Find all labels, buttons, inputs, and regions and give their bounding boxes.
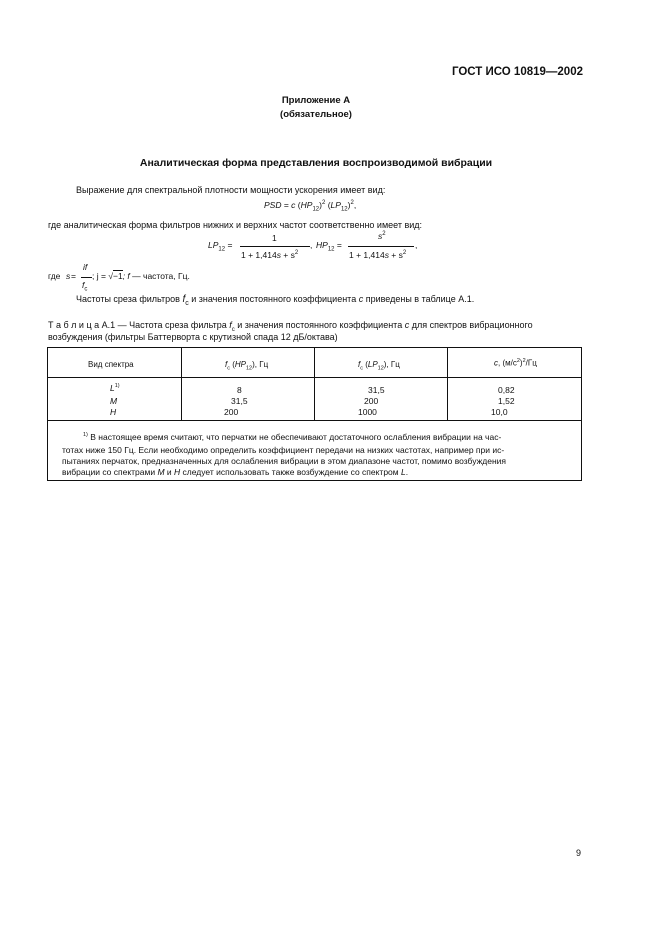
col-divider-3 (447, 348, 448, 420)
filter-separator: , (310, 240, 313, 250)
row-h-c: 10,0 (491, 407, 508, 417)
col-divider-1 (181, 348, 182, 420)
filter-end-comma: , (415, 240, 418, 250)
spectrum-table (47, 347, 582, 481)
lp-denominator: $1 + 1,414s + s^2$ (241, 250, 299, 260)
cutoff-paragraph: Частоты среза фильтров $f_c$ и значения постоянного коэффициента c приведены в таблице А.1. (76, 294, 475, 307)
row-h-lp: 1000 (358, 407, 377, 417)
where-s: s (66, 271, 71, 281)
row-m-c: 1,52 (498, 396, 515, 406)
row-h-spectrum: H (110, 407, 117, 417)
intro-paragraph: Выражение для спектральной плотности мощности ускорения имеет вид: (76, 185, 386, 195)
psd-lhs: PSD (264, 200, 282, 210)
filters-intro-paragraph: где аналитическая форма фильтров нижних и верхних частот соответственно имеет вид: (48, 220, 423, 230)
psd-lp-sub: 12 (340, 206, 348, 213)
hp-denominator: $1 + 1,414s + s^2$ (349, 250, 407, 260)
row-m-spectrum: M (110, 396, 118, 406)
hp-numerator: $s^2$ (378, 231, 386, 241)
row-l-c: 0,82 (498, 385, 515, 395)
header-lp: $f_c$ $(LP_{12})$, Гц (358, 360, 400, 372)
section-heading: Аналитическая форма представления воспроизводимой вибрации (139, 157, 493, 169)
header-coefficient: c, $(м/с^2)^2/Гц$ (494, 358, 537, 368)
psd-hp-sup: 2 (321, 200, 326, 207)
where-den: $f_c$ (82, 280, 88, 293)
row-l-hp: 8 (237, 385, 242, 395)
row-m-hp: 31,5 (231, 396, 248, 406)
lp-numerator: 1 (272, 233, 277, 243)
lp-fraction-bar (240, 246, 310, 247)
standard-number: ГОСТ ИСО 10819—2002 (451, 66, 583, 78)
hp-fraction-bar (348, 246, 414, 247)
psd-hp: HP (300, 200, 313, 210)
footnote-line-2: тотах ниже 150 Гц. Если необходимо определить коэффициент передачи на низких частотах, например при ис- (62, 445, 505, 455)
where-eq: = (71, 271, 76, 281)
psd-c: c (291, 200, 296, 210)
psd-hp-sub: 12 (312, 206, 320, 213)
table-caption: Т а б л и ц а А.1 — Частота среза фильтра $f_c$ и значения постоянного коэффициента c для спектров вибрационного (48, 320, 533, 333)
header-spectrum: Вид спектра (88, 360, 134, 369)
footnote-divider (48, 420, 581, 421)
header-hp: $f_c$ $(HP_{12})$, Гц (225, 360, 269, 372)
hp-label: $HP_{12}$ = (316, 240, 342, 253)
row-l-spectrum: $L^{1)}$ (110, 383, 120, 393)
where-j: ; j = √−1; f — частота, Гц. (92, 271, 190, 281)
psd-eq: = (281, 200, 292, 210)
psd-formula: PSD = c $(HP_{12})^2$ $(LP_{12})^2$, (264, 200, 357, 213)
row-h-hp: 200 (224, 407, 239, 417)
footnote-line-4: вибрации со спектрами M и H следует использовать также возбуждение со спектром L. (62, 467, 409, 477)
page-number: 9 (576, 848, 582, 858)
row-m-lp: 200 (364, 396, 379, 406)
col-divider-2 (314, 348, 315, 420)
row-l-lp: 31,5 (368, 385, 385, 395)
where-fraction-bar (81, 277, 92, 278)
appendix-title: Приложение А (281, 95, 351, 106)
psd-lp-sup: 2 (350, 200, 354, 207)
footnote-line-3: пытаниях перчаток, предназначенных для ослабления вибрации в этом диапазоне частот, помимо возбуждения (62, 456, 507, 466)
lp-label: $LP_{12}$ = (208, 240, 233, 253)
table-caption-line2: возбуждения (фильтры Баттерворта с крутизной спада 12 дБ/октава) (48, 332, 338, 342)
psd-lp: LP (330, 200, 341, 210)
footnote-line-1: $^{1)}$ В настоящее время считают, что перчатки не обеспечивают достаточного ослабления вибрации на час- (83, 432, 502, 442)
appendix-subtitle: (обязательное) (280, 109, 352, 120)
where-gde: где (48, 271, 61, 281)
where-num: if (83, 262, 88, 272)
